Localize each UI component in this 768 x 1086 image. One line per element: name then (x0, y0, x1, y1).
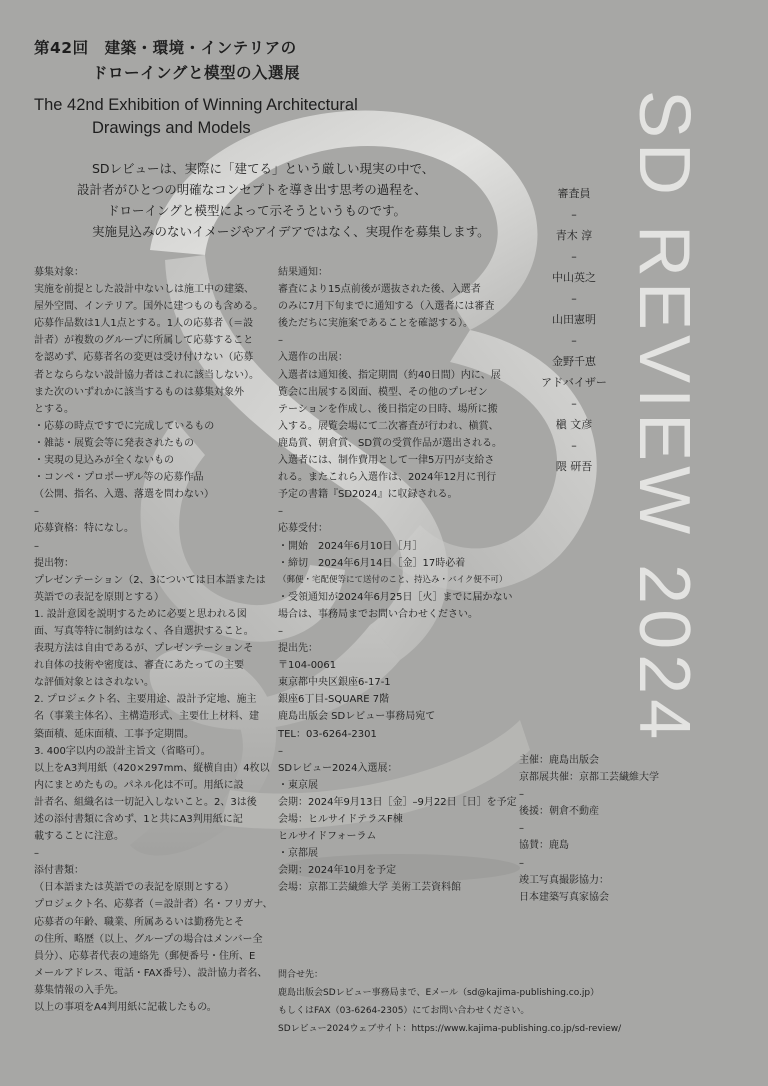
juror-line: – (571, 250, 577, 263)
text-line: 〒104-0061 (278, 660, 337, 672)
text-line: 入選者には、制作費用として一律5万円が支給さ (278, 455, 495, 467)
title-en-line-2: Drawings and Models (92, 119, 251, 137)
juror-line: 山田憲明 (552, 313, 596, 326)
text-line: 会場：ヒルサイドテラスF棟 (278, 814, 403, 825)
text-line: 京都展共催：京都工芸繊維大学 (519, 772, 659, 784)
text-line: ・受領通知が2024年6月25日［火］までに届かない (278, 591, 513, 603)
text-line: を認めず、応募者名の変更は受け付けない（応募 (34, 352, 254, 364)
text-line: 提出物： (34, 557, 74, 569)
juror-line: – (571, 397, 577, 410)
juror-line: 中山英之 (552, 271, 596, 284)
text-line: 協賛：鹿島 (519, 840, 569, 852)
juror-line: 金野千恵 (552, 355, 596, 368)
title-ja-line-2: ドローイングと模型の入選展 (92, 64, 301, 82)
intro-line: ドローイングと模型によって示そうというものです。 (107, 203, 407, 218)
text-line: 後ただちに実施案であることを確認する）。 (278, 318, 473, 330)
text-line: 日本建築写真家協会 (519, 891, 609, 903)
text-line: 鹿島出版会 SDレビュー事務局宛て (278, 711, 436, 723)
text-line: 後援：朝倉不動産 (519, 806, 599, 818)
text-line: プロジェクト名、応募者（＝設計者）名・フリガナ、 (34, 899, 273, 911)
text-line: 提出先： (278, 643, 318, 655)
juror-line: アドバイザー (541, 376, 607, 389)
juror-line: – (571, 334, 577, 347)
text-line: 面、写真等特に制約はなく、各自選択すること。 (34, 625, 254, 637)
text-line: （公開、指名、入選、落選を問わない） (34, 489, 214, 501)
text-line: 東京都中央区銀座6-17-1 (278, 677, 391, 689)
title-en-line-1: The 42nd Exhibition of Winning Architectural (34, 96, 358, 114)
text-line: 鹿島賞、朝倉賞、SD賞の受賞作品が選出される。 (278, 437, 503, 449)
text-line: （日本語または英語での表記を原則とする） (34, 882, 234, 894)
text-line: – (278, 506, 283, 518)
text-line: メールアドレス、電話・FAX番号）、設計協力者名、 (34, 967, 268, 979)
text-line: 2. プロジェクト名、主要用途、設計予定地、施主 (34, 694, 257, 706)
juror-line: 青木 淳 (555, 229, 593, 242)
text-line: プレゼンテーション（2、3については日本語または (34, 574, 266, 586)
text-line: ・応募の時点ですでに完成しているもの (34, 420, 215, 432)
text-line: のみに7月下旬までに通知する（入選者には審査 (278, 301, 495, 313)
text-line: 審査により15点前後が選抜された後、入選者 (278, 284, 481, 296)
text-line: ・コンペ・プロポーザル等の応募作品 (34, 472, 204, 484)
text-line: – (519, 823, 524, 835)
text-line: – (34, 540, 39, 552)
text-line: – (34, 506, 39, 518)
text-line: 入選作の出展： (278, 352, 348, 364)
text-line: 添付書類： (34, 865, 84, 877)
text-line: 内にまとめたもの。パネル化は不可。用紙に設 (34, 779, 244, 791)
text-line: な評価対象とはされない。 (34, 677, 154, 689)
text-line: 計者名、組織名は一切記入しないこと。2、3は後 (34, 796, 257, 808)
juror-line: 隈 研吾 (555, 460, 593, 473)
text-line: 3. 400字以内の設計主旨文（省略可）。 (34, 745, 211, 757)
text-line: ヒルサイドフォーラム (278, 831, 377, 843)
text-line: また次のいずれかに該当するものは募集対象外 (34, 386, 244, 398)
intro-line: 実施見込みのないイメージやアイデアではなく、実現作を募集します。 (92, 224, 490, 239)
jurors-list (500, 183, 648, 477)
text-line: 築面積、延床面積、工事予定期間。 (34, 728, 194, 740)
text-line: 入する。展覧会場にて二次審査が行われ、槇賞、 (278, 420, 499, 432)
text-line: 覧会に出展する図面、模型、その他のプレゼン (278, 386, 488, 398)
text-line: – (278, 625, 283, 637)
title-ja-line-1: 第42回 建築・環境・インテリアの (34, 39, 297, 57)
text-line: れ自体の技術や密度は、審査にあたっての主要 (34, 660, 244, 672)
text-line: の住所、略歴（以上、グループの場合はメンバー全 (34, 933, 263, 945)
text-line: 応募作品数は1人1点とする。1人の応募者（＝設 (34, 318, 254, 330)
text-line: 計者）が複数のグループに所属して応募すること (34, 335, 254, 347)
title-english (34, 94, 358, 140)
text-line: 以上の事項をA4判用紙に記載したもの。 (34, 1002, 217, 1014)
vertical-title: SD REVIEW 2024 (624, 90, 704, 745)
text-line: – (519, 789, 524, 801)
intro-line: SDレビューは、実際に「建てる」という厳しい現実の中で、 (92, 161, 435, 176)
juror-line: – (571, 439, 577, 452)
text-line: テーションを作成し、後日指定の日時、場所に搬 (278, 403, 498, 415)
text-line: とする。 (34, 403, 74, 415)
text-line: 会期：2024年10月を予定 (278, 865, 397, 877)
column-organizers (519, 752, 659, 906)
text-line: ・東京展 (278, 779, 318, 791)
text-line: 英語での表記を原則とする） (34, 591, 164, 603)
text-line: 予定の書籍『SD2024』に収録される。 (278, 489, 458, 501)
text-line: – (278, 745, 283, 757)
text-line: 員分）、応募者代表の連絡先（郵便番号・住所、E (34, 950, 256, 962)
text-line: ・実現の見込みが全くないもの (34, 455, 174, 467)
text-line: 募集対象： (34, 267, 84, 278)
text-line: 銀座6丁目-SQUARE 7階 (278, 694, 390, 706)
text-line: 結果通知： (278, 267, 328, 278)
text-line: ・開始 2024年6月10日［月］ (278, 540, 423, 552)
text-line: 応募資格：特になし。 (34, 523, 134, 535)
text-line: – (34, 848, 39, 860)
text-line: TEL：03-6264-2301 (278, 728, 377, 740)
text-line: – (278, 335, 283, 347)
intro-line: 設計者がひとつの明確なコンセプトを導き出す思考の過程を、 (77, 182, 427, 197)
column-notification-and-submission (278, 264, 517, 896)
text-line: 竣工写真撮影協力： (519, 874, 609, 886)
text-line: 主催：鹿島出版会 (519, 755, 599, 766)
text-line: SDレビュー2024入選展： (278, 762, 398, 774)
text-line: 会場：京都工芸繊維大学 美術工芸資料館 (278, 882, 462, 894)
text-line: 以上をA3判用紙（420×297mm、縦横自由）4枚以 (34, 762, 270, 774)
text-line: 応募受付： (278, 523, 328, 535)
inquiry-block (278, 966, 621, 1038)
column-application-requirements (34, 264, 273, 1016)
juror-line: – (571, 208, 577, 221)
juror-line: – (571, 292, 577, 305)
inquiry-fax-line: もしくはFAX（03-6264-2305）にてお問い合わせください。 (278, 1006, 530, 1016)
text-line: 募集情報の入手先。 (34, 984, 124, 996)
text-line: 入選者は通知後、指定期間（約40日間）内に、展 (278, 369, 501, 381)
inquiry-heading: 問合せ先： (278, 970, 324, 980)
text-line: 者となららない設計協力者はこれに該当しない）。 (34, 369, 259, 381)
text-line: 名（事業主体名）、主構造形式、主要仕上材料、建 (34, 711, 259, 723)
text-line: – (519, 857, 524, 869)
text-line: ・京都展 (278, 848, 318, 860)
text-line: 応募者の年齢、職業、所属あるいは勤務先とそ (34, 916, 244, 928)
text-line: 述の添付書類に含めず、1と共にA3判用紙に記 (34, 814, 243, 825)
juror-line: 審査員 (557, 187, 591, 200)
inquiry-website-line: SDレビュー2024ウェブサイト：https://www.kajima-publishing.co.jp/sd-review/ (278, 1024, 622, 1034)
text-line: （郵便・宅配便等にて送付のこと、持込み・バイク便不可） (278, 574, 508, 585)
title-japanese (34, 36, 300, 86)
text-line: ・雑誌・展覧会等に発表されたもの (34, 437, 194, 449)
text-line: 会期：2024年9月13日［金］–9月22日［日］を予定 (278, 796, 517, 808)
text-line: 場合は、事務局までお問い合わせください。 (278, 608, 478, 620)
text-line: 実施を前提とした設計中ないしは施工中の建築、 (34, 284, 254, 296)
juror-line: 槇 文彦 (555, 418, 593, 431)
text-line: ・締切 2024年6月14日［金］17時必着 (278, 557, 466, 569)
text-line: れる。またこれら入選作は、2024年12月に刊行 (278, 472, 497, 484)
text-line: 屋外空間、インテリア。国外に建つものも含める。 (34, 301, 264, 313)
text-line: 1. 設計意図を説明するために必要と思われる図 (34, 608, 247, 620)
text-line: 載することに注意。 (34, 831, 124, 843)
text-line: 表現方法は自由であるが、プレゼンテーションそ (34, 643, 254, 655)
inquiry-email-line: 鹿島出版会SDレビュー事務局まで、Eメール（sd@kajima-publishing.co.jp） (278, 988, 600, 998)
